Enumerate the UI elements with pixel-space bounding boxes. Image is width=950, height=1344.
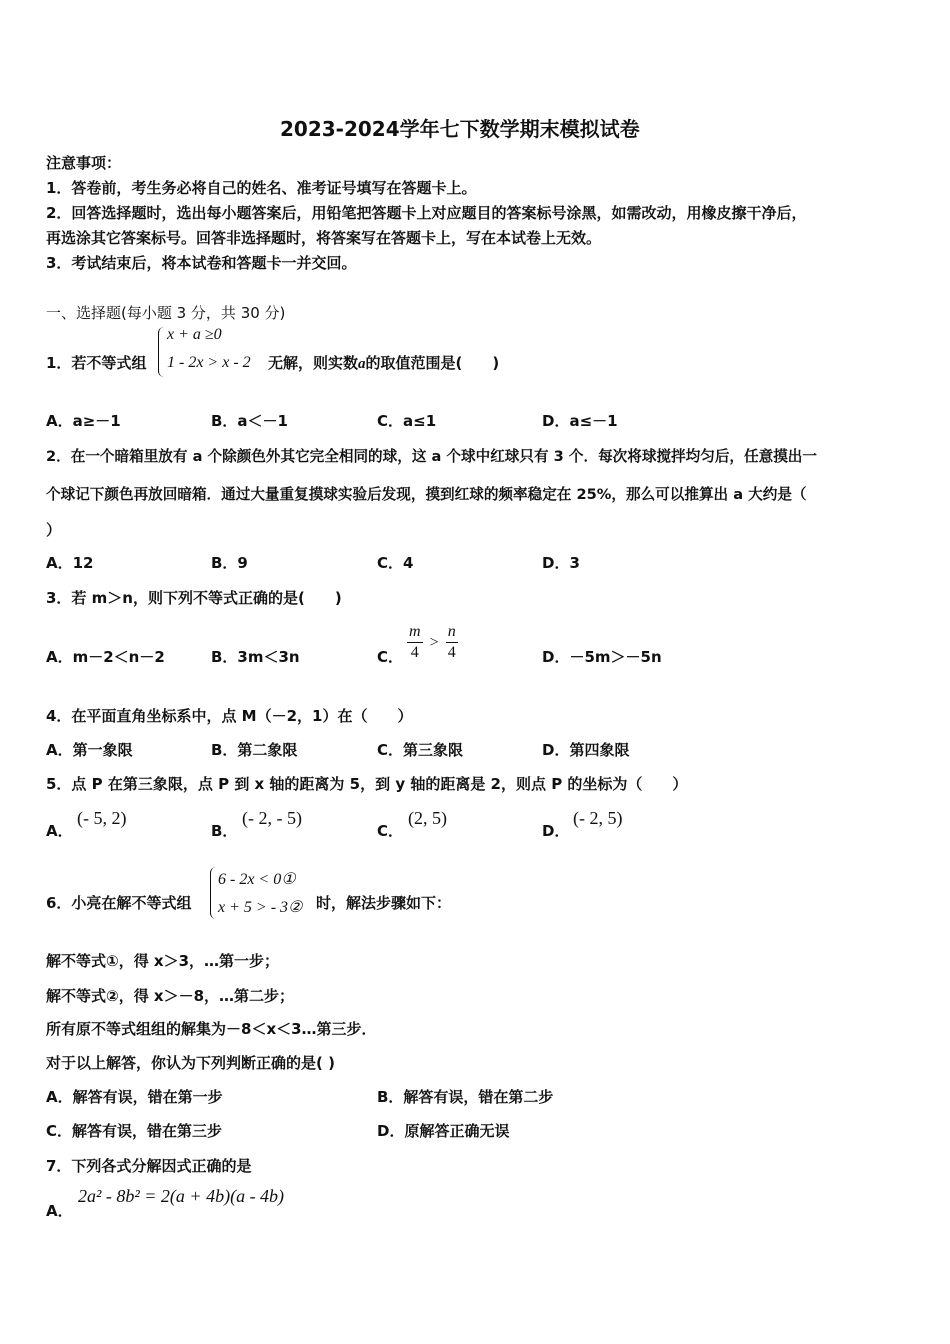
q1-option-b[interactable]: B．a＜－1 <box>211 412 288 430</box>
q1-eq2: 1 - 2x > x - 2 <box>167 354 251 371</box>
q5-option-c-value[interactable]: (2, 5) <box>408 808 447 828</box>
q5-stem: 5．点 P 在第三象限，点 P 到 x 轴的距离为 5，到 y 轴的距离是 2，则点 P 的坐标为（ ） <box>46 775 688 793</box>
q3-option-c-label[interactable]: C． <box>377 648 404 666</box>
q3-frac-1-num: m <box>407 622 423 643</box>
q5-option-d-label[interactable]: D． <box>542 822 570 840</box>
q1-eq1: x + a ≥0 <box>167 326 222 343</box>
q3-frac-1 <box>407 622 423 663</box>
q4-option-a[interactable]: A．第一象限 <box>46 741 133 759</box>
page-title: 2023-2024学年七下数学期末模拟试卷 <box>280 117 640 141</box>
q6-question: 对于以上解答，你认为下列判断正确的是( ) <box>46 1054 335 1072</box>
q2-option-c[interactable]: C．4 <box>377 554 414 572</box>
q6-prefix: 6．小亮在解不等式组 <box>46 894 192 912</box>
q3-frac-1-den: 4 <box>410 644 419 661</box>
q5-option-c-label[interactable]: C． <box>377 822 404 840</box>
q7-option-a-label[interactable]: A． <box>46 1202 73 1220</box>
q3-compare-op: > <box>429 633 439 651</box>
notice-item-1: 1．答卷前，考生务必将自己的姓名、准考证号填写在答题卡上。 <box>46 179 477 197</box>
q2-option-a[interactable]: A．12 <box>46 554 94 572</box>
q5-option-b-value[interactable]: (- 2, - 5) <box>242 808 302 828</box>
q6-brace <box>210 867 217 919</box>
q6-step-1: 解不等式①，得 x＞3，…第一步； <box>46 952 280 970</box>
q1-suffix <box>268 352 499 373</box>
q1-suffix-a: 无解，则实数 <box>268 354 359 372</box>
q3-frac-2-den: 4 <box>447 644 456 661</box>
q1-option-d[interactable]: D．a≤－1 <box>542 412 618 430</box>
q6-eq1: 6 - 2x < 0① <box>218 871 296 888</box>
q6-step-2: 解不等式②，得 x＞－8，…第二步； <box>46 987 295 1005</box>
q2-line-2: 个球记下颜色再放回暗箱．通过大量重复摸球实验后发现，摸到红球的频率稳定在 25%，那么可以推算出 a 大约是（ <box>46 486 807 503</box>
q4-option-b[interactable]: B．第二象限 <box>211 741 298 759</box>
q4-option-c[interactable]: C．第三象限 <box>377 741 464 759</box>
notice-item-2: 2．回答选择题时，选出每小题答案后，用铅笔把答题卡上对应题目的答案标号涂黑，如需改动，用橡皮擦干净后， <box>46 204 807 222</box>
q2-option-b[interactable]: B．9 <box>211 554 248 572</box>
q2-option-d[interactable]: D．3 <box>542 554 580 572</box>
q1-prefix: 1．若不等式组 <box>46 354 147 372</box>
q1-var: a <box>358 356 366 372</box>
q2-line-1: 2．在一个暗箱里放有 a 个除颜色外其它完全相同的球，这 a 个球中红球只有 3 个．每次将球搅拌均匀后，任意摸出一 <box>46 448 817 465</box>
q6-option-d[interactable]: D．原解答正确无误 <box>377 1122 510 1140</box>
notice-item-2-cont: 再选涂其它答案标号。回答非选择题时，将答案写在答题卡上，写在本试卷上无效。 <box>46 229 602 247</box>
q5-option-b-label[interactable]: B． <box>211 822 238 840</box>
q6-option-c[interactable]: C．解答有误，错在第三步 <box>46 1122 223 1140</box>
q1-option-a[interactable]: A．a≥－1 <box>46 412 121 430</box>
q3-frac-2-num: n <box>446 622 458 643</box>
q3-stem: 3．若 m＞n，则下列不等式正确的是( ) <box>46 589 342 607</box>
q3-frac-2 <box>446 622 458 663</box>
q1-option-c[interactable]: C．a≤1 <box>377 412 437 430</box>
q5-option-a-label[interactable]: A． <box>46 822 73 840</box>
q2-line-3: ） <box>46 521 62 539</box>
q3-option-a[interactable]: A．m－2＜n－2 <box>46 648 165 666</box>
notice-heading: 注意事项： <box>46 154 122 172</box>
q4-stem: 4．在平面直角坐标系中，点 M（－2，1）在（ ） <box>46 707 413 725</box>
q6-option-a[interactable]: A．解答有误，错在第一步 <box>46 1088 223 1106</box>
q5-option-a-value[interactable]: (- 5, 2) <box>77 808 127 828</box>
q3-option-b[interactable]: B．3m＜3n <box>211 648 300 666</box>
q4-option-d[interactable]: D．第四象限 <box>542 741 630 759</box>
q6-suffix: 时，解法步骤如下： <box>316 894 452 912</box>
notice-item-3: 3．考试结束后，将本试卷和答题卡一并交回。 <box>46 254 357 272</box>
q3-option-d[interactable]: D．－5m＞－5n <box>542 648 662 666</box>
q6-step-3: 所有原不等式组组的解集为－8＜x＜3…第三步． <box>46 1020 377 1038</box>
q1-brace <box>158 327 165 377</box>
q5-option-d-value[interactable]: (- 2, 5) <box>573 808 623 828</box>
q6-eq2: x + 5 > - 3② <box>218 899 303 916</box>
q3-option-c-expr[interactable] <box>407 622 458 663</box>
q1-suffix-b: 的取值范围是( ) <box>365 354 500 372</box>
q7-stem: 7．下列各式分解因式正确的是 <box>46 1157 252 1175</box>
q7-option-a-expr[interactable]: 2a² - 8b² = 2(a + 4b)(a - 4b) <box>78 1186 285 1206</box>
section-heading: 一、选择题(每小题 3 分，共 30 分) <box>46 304 286 322</box>
q6-option-b[interactable]: B．解答有误，错在第二步 <box>377 1088 554 1106</box>
